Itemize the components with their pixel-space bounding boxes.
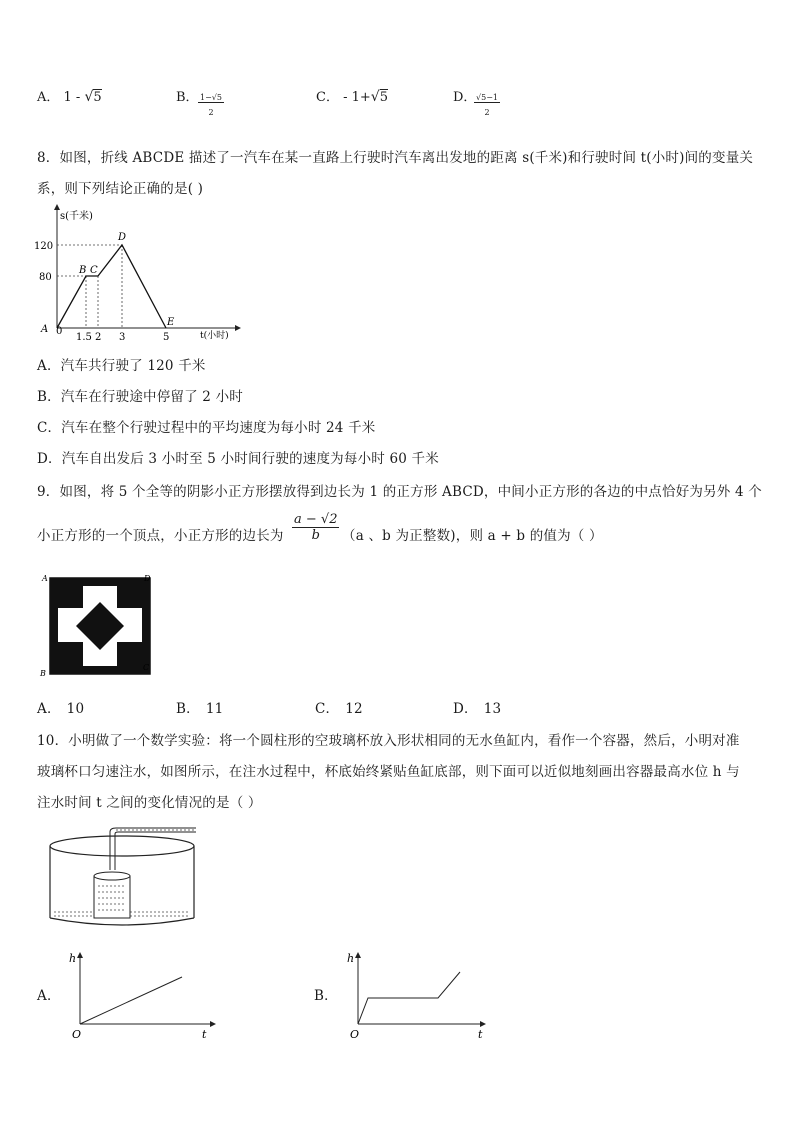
tank-bottom	[50, 918, 194, 925]
q9-stem-line2-post: （a 、b 为正整数)，则 a + b 的值为（ ）	[342, 528, 603, 544]
fraction-denominator: 2	[484, 108, 490, 117]
edge-bar-right	[142, 608, 150, 642]
origin-label: 0	[56, 326, 63, 337]
point-c-label: C	[90, 265, 98, 276]
glass-body	[94, 876, 130, 918]
option-label: C．	[315, 701, 340, 717]
q9-square-figure	[38, 572, 158, 680]
option-label: A．	[37, 701, 61, 717]
q9-option-b[interactable]	[176, 697, 223, 717]
sqrt-sign: √	[370, 89, 380, 105]
option-value: 11	[205, 701, 224, 717]
point-a-label: A	[41, 324, 49, 335]
h-axis-label: h	[347, 952, 355, 965]
sqrt-sign: √	[84, 89, 94, 105]
option-value: 12	[345, 701, 363, 717]
q7-option-c[interactable]	[316, 86, 388, 105]
q10-option-a-graph[interactable]	[62, 950, 222, 1040]
option-label: B．	[176, 701, 200, 717]
fraction-denominator: 2	[208, 108, 214, 117]
t-axis-label: t	[478, 1028, 483, 1040]
option-label: B．	[176, 90, 199, 105]
x-axis-arrow	[235, 325, 241, 331]
vertex-b-label: B	[40, 669, 46, 678]
x-axis-label: t(小时)	[200, 331, 229, 341]
q7-option-d[interactable]	[453, 86, 476, 105]
radicand: 5	[379, 90, 388, 105]
q8-stem-line2: 系，则下列结论正确的是( )	[37, 181, 204, 197]
fraction-numerator: 1−√5	[200, 93, 222, 102]
q9-stem-line2-pre: 小正方形的一个顶点，小正方形的边长为	[37, 528, 284, 544]
q8-option-c[interactable]: C．汽车在整个行驶过程中的平均速度为每小时 24 千米	[37, 420, 376, 436]
option-value: 10	[66, 701, 85, 717]
option-label: A．	[37, 90, 60, 105]
graph-line	[358, 972, 460, 1024]
corner-square-top-left	[50, 578, 83, 608]
q8-distance-time-graph	[30, 200, 245, 345]
h-axis-label: h	[69, 952, 77, 965]
q7-option-b[interactable]	[176, 86, 199, 105]
origin-label: O	[350, 1028, 360, 1040]
q9-stem-line1: 9．如图，将 5 个全等的阴影小正方形摆放得到边长为 1 的正方形 ABCD，中间小正方形的各边的中点恰好为另外 4 个	[37, 484, 762, 500]
q10-option-a-label[interactable]: A．	[37, 988, 61, 1004]
q10-option-b-label[interactable]: B．	[314, 988, 338, 1004]
q7-option-d-fraction	[474, 93, 500, 117]
tank-rim	[50, 836, 194, 856]
q9-side-length-fraction	[292, 512, 339, 543]
q8-option-b[interactable]: B．汽车在行驶途中停留了 2 小时	[37, 389, 243, 405]
q9-option-d[interactable]	[453, 697, 501, 717]
option-label: C．	[316, 90, 339, 105]
radicand: 5	[93, 90, 102, 105]
y-tick-80: 80	[39, 272, 52, 283]
q8-option-d[interactable]: D．汽车自出发后 3 小时至 5 小时间行驶的速度为每小时 60 千米	[37, 451, 439, 467]
q8-option-a[interactable]: A．汽车共行驶了 120 千米	[37, 358, 206, 374]
y-axis-arrow	[355, 952, 361, 958]
q9-option-a[interactable]	[37, 697, 84, 717]
y-axis-arrow	[54, 204, 60, 210]
vertex-a-label: A	[42, 574, 48, 583]
option-text: 1 -	[63, 90, 85, 105]
x-tick-3: 3	[119, 332, 126, 343]
q7-option-b-fraction	[198, 93, 224, 117]
x-tick-2: 2	[95, 332, 102, 343]
y-tick-120: 120	[34, 241, 54, 252]
fraction-numerator: √5−1	[476, 93, 498, 102]
x-tick-1-5: 1.5	[76, 332, 92, 343]
q10-fish-tank-figure	[44, 820, 204, 930]
y-axis-arrow	[77, 952, 83, 958]
pipe-outer	[110, 828, 196, 870]
q10-stem-line2: 玻璃杯口匀速注水，如图所示，在注水过程中，杯底始终紧贴鱼缸底部，则下面可以近似地刻画出容器最高水位 h 与	[37, 764, 740, 780]
polyline-abcde	[57, 245, 166, 328]
fraction-numerator: a − √2	[294, 512, 338, 527]
y-axis-label: s(千米)	[60, 211, 93, 222]
t-axis-label: t	[202, 1028, 207, 1040]
option-label: D．	[453, 701, 478, 717]
edge-bar-left	[50, 608, 58, 642]
q8-stem-line1: 8．如图，折线 ABCDE 描述了一汽车在某一直路上行驶时汽车离出发地的距离 s(千米)和行驶时间 t(小时)间的变量关	[37, 150, 754, 166]
option-label: D．	[453, 90, 477, 105]
x-tick-5: 5	[163, 332, 170, 343]
vertex-d-label: D	[144, 574, 151, 583]
q7-option-a[interactable]	[37, 86, 102, 105]
q10-option-b-graph[interactable]	[340, 950, 500, 1040]
point-b-label: B	[79, 265, 87, 276]
option-value: 13	[483, 701, 502, 717]
glass-rim	[94, 872, 130, 880]
graph-line	[80, 977, 182, 1024]
edge-bar-bottom	[83, 666, 117, 674]
fraction-denominator: b	[311, 528, 320, 543]
edge-bar-top	[83, 578, 117, 586]
x-axis-arrow	[210, 1021, 216, 1027]
q9-option-c[interactable]	[315, 697, 363, 717]
corner-square-bottom-left	[50, 642, 83, 674]
point-d-label: D	[118, 232, 127, 243]
point-e-label: E	[167, 317, 175, 328]
x-axis-arrow	[480, 1021, 486, 1027]
q10-stem-line3: 注水时间 t 之间的变化情况的是（ ）	[37, 795, 262, 811]
vertex-c-label: C	[143, 663, 150, 672]
q10-stem-line1: 10．小明做了一个数学实验：将一个圆柱形的空玻璃杯放入形状相同的无水鱼缸内，看作一个容器，然后，小明对准	[37, 733, 740, 749]
option-text: - 1+	[343, 90, 371, 105]
origin-label: O	[72, 1028, 82, 1040]
